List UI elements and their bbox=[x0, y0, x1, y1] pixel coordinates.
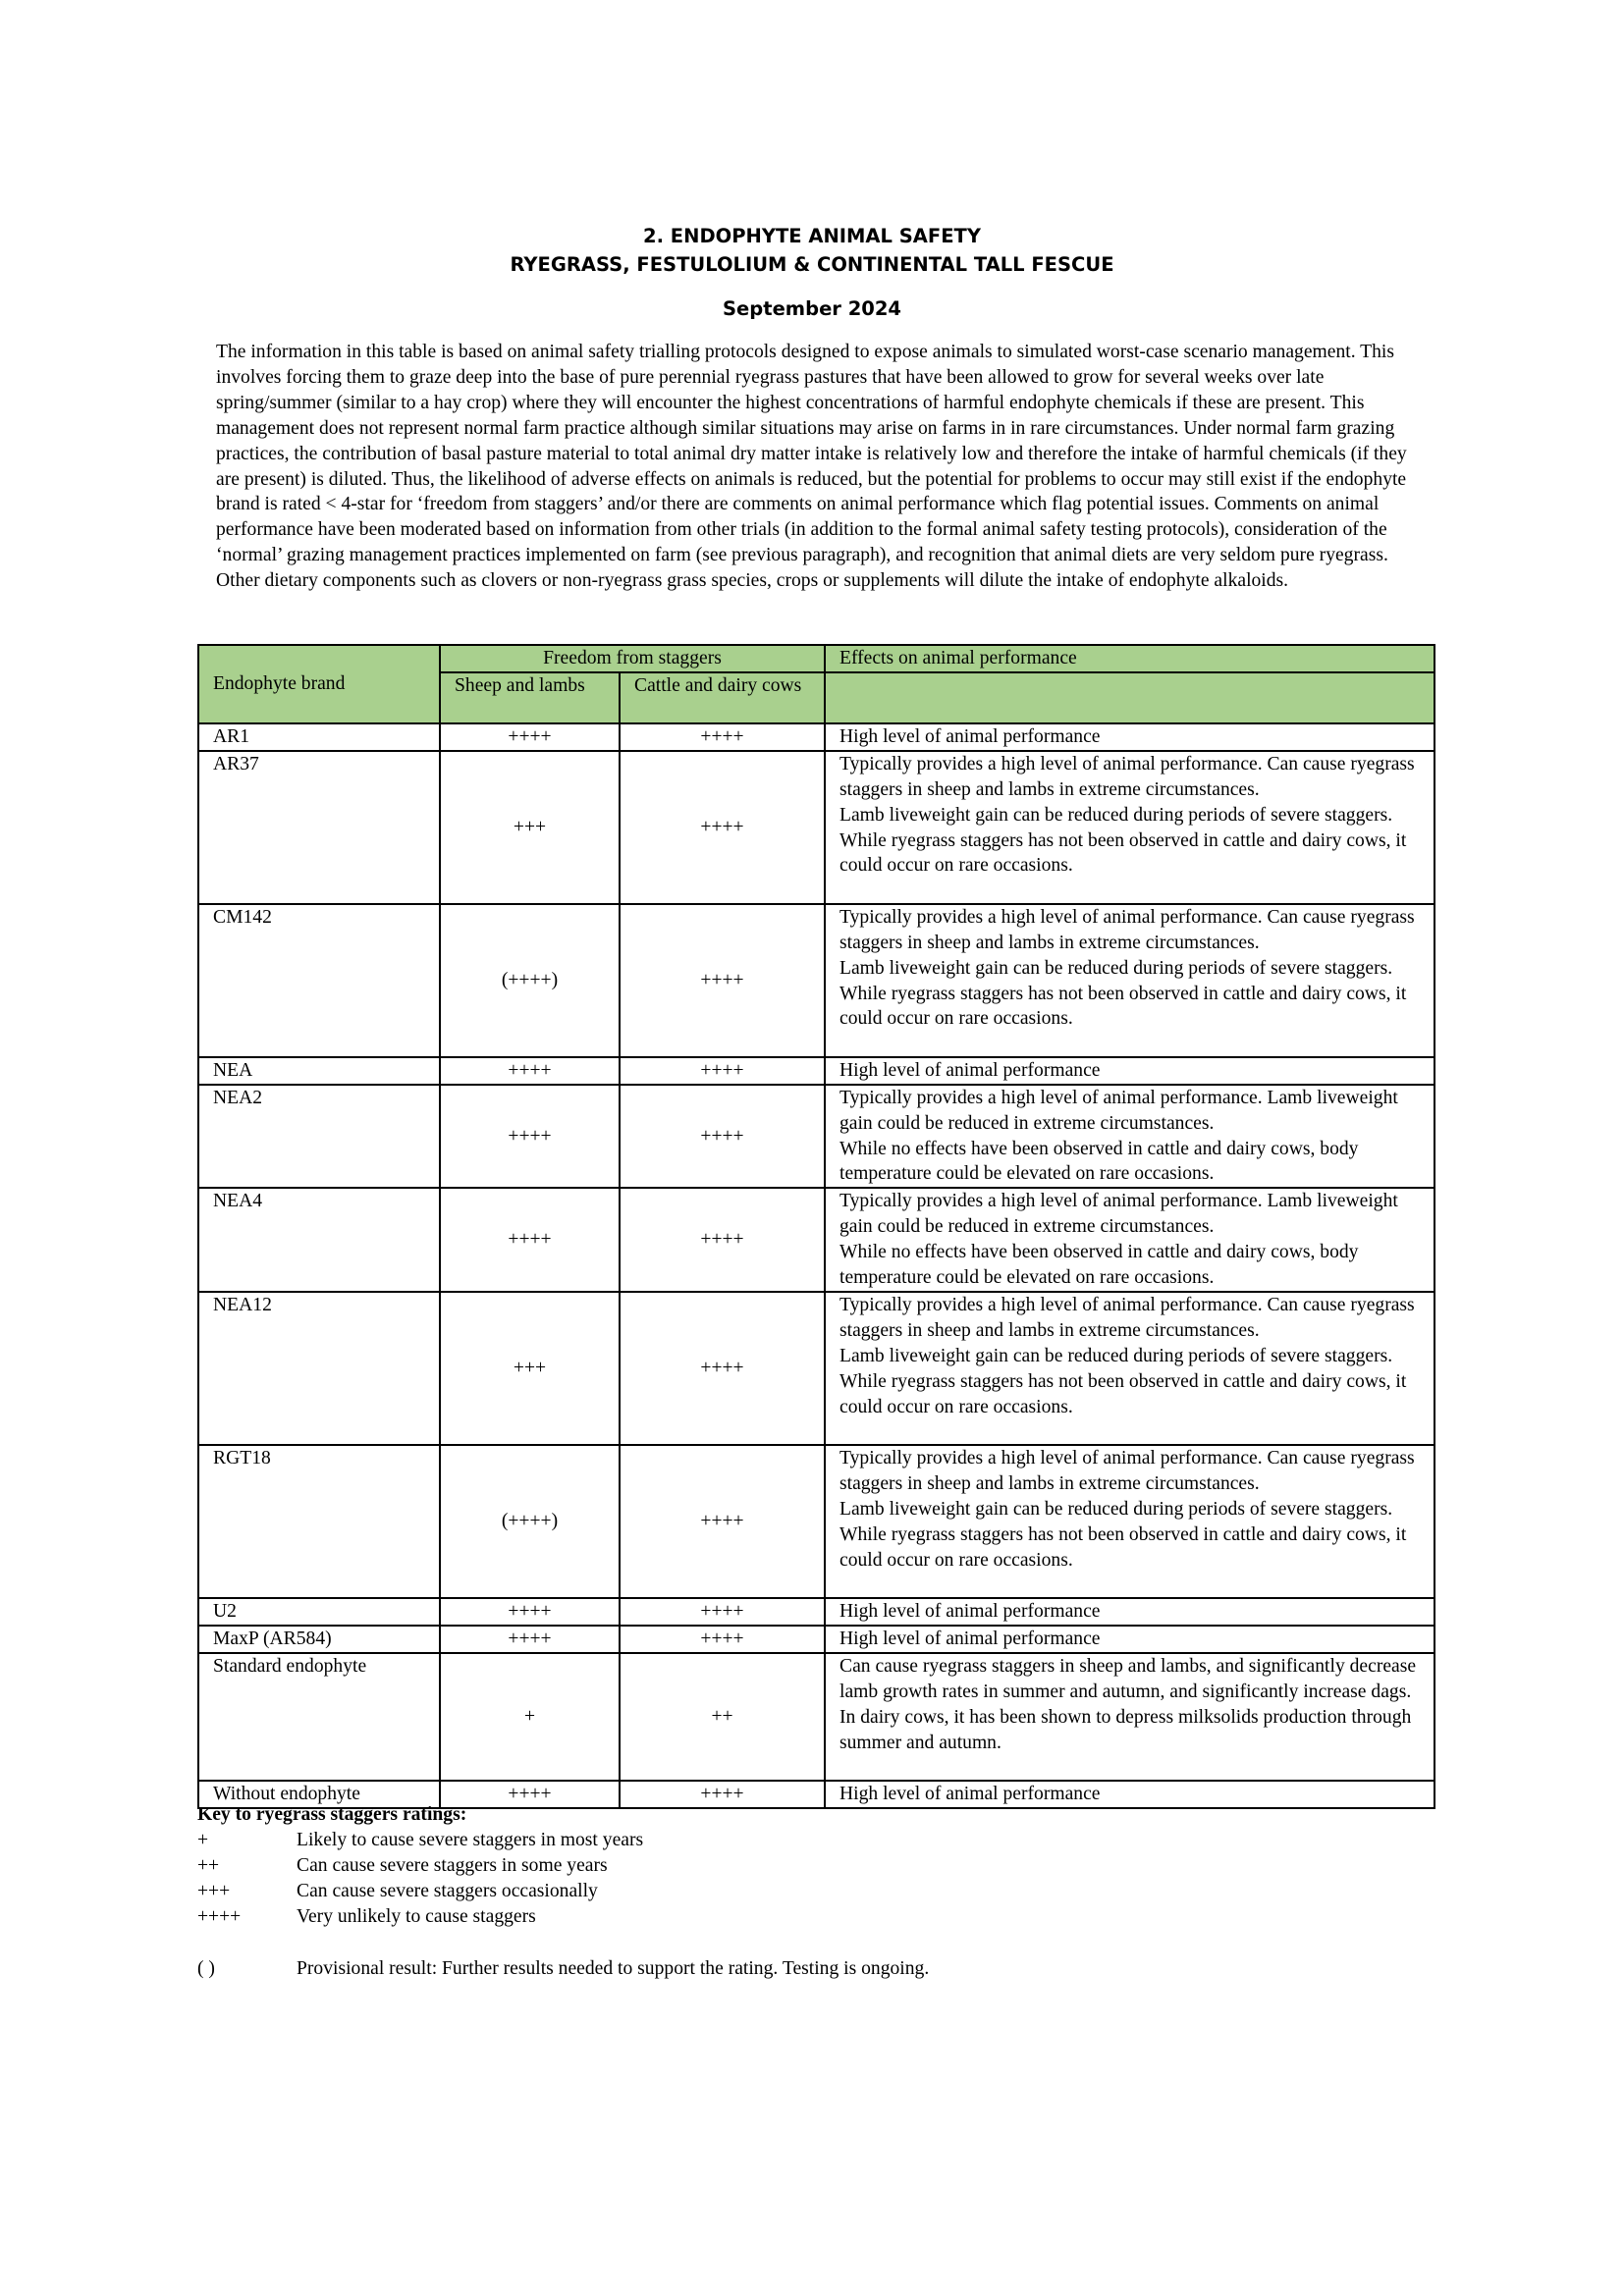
cattle-rating-cell: ++++ bbox=[620, 1626, 825, 1653]
header-freedom-from-staggers: Freedom from staggers bbox=[440, 645, 825, 672]
header-effects: Effects on animal performance bbox=[825, 645, 1435, 672]
endophyte-brand-cell: Standard endophyte bbox=[198, 1653, 440, 1781]
effects-paragraph: Lamb liveweight gain can be reduced during periods of severe staggers. bbox=[839, 1345, 1393, 1366]
sheep-rating-cell: + bbox=[440, 1653, 620, 1781]
key-item bbox=[197, 1879, 598, 1904]
key-symbol: ++++ bbox=[197, 1906, 242, 1927]
endophyte-brand-cell: U2 bbox=[198, 1598, 440, 1626]
effects-cell bbox=[825, 1445, 1435, 1598]
sheep-rating-cell: ++++ bbox=[440, 1085, 620, 1189]
key-title: Key to ryegrass staggers ratings: bbox=[197, 1804, 467, 1825]
effects-cell bbox=[825, 1626, 1435, 1653]
effects-cell bbox=[825, 1292, 1435, 1445]
header-effects-blank bbox=[825, 672, 1435, 723]
table-row bbox=[198, 1598, 1435, 1626]
endophyte-table bbox=[197, 644, 1435, 1809]
endophyte-brand-cell: AR37 bbox=[198, 751, 440, 904]
effects-paragraph: Typically provides a high level of animal performance. Can cause ryegrass staggers in sheep and lambs in extreme circumstances. bbox=[839, 906, 1415, 953]
cattle-rating-cell: ++ bbox=[620, 1653, 825, 1781]
sheep-rating-cell: +++ bbox=[440, 751, 620, 904]
table-row bbox=[198, 751, 1435, 904]
effects-cell bbox=[825, 751, 1435, 904]
effects-paragraph: Can cause ryegrass staggers in sheep and lambs, and significantly decrease lamb growth rates in summer and autumn, and significantly increase dags. bbox=[839, 1655, 1417, 1702]
effects-paragraph: While ryegrass staggers has not been observed in cattle and dairy cows, it could occur on rare occasions. bbox=[839, 983, 1407, 1030]
effects-cell bbox=[825, 1598, 1435, 1626]
key-symbol: + bbox=[197, 1830, 209, 1850]
key-symbol: ++ bbox=[197, 1855, 220, 1876]
cattle-rating-cell: ++++ bbox=[620, 1292, 825, 1445]
table-row bbox=[198, 1653, 1435, 1781]
table-row bbox=[198, 1085, 1435, 1189]
endophyte-brand-cell: RGT18 bbox=[198, 1445, 440, 1598]
sheep-rating-cell: ++++ bbox=[440, 723, 620, 751]
effects-cell bbox=[825, 1653, 1435, 1781]
key-text: Very unlikely to cause staggers bbox=[297, 1906, 536, 1927]
table-row bbox=[198, 1626, 1435, 1653]
table-row bbox=[198, 1057, 1435, 1085]
sheep-rating-cell: ++++ bbox=[440, 1781, 620, 1808]
table-row bbox=[198, 1292, 1435, 1445]
intro-paragraph: The information in this table is based on animal safety trialling protocols designed to expose animals to simulated worst-case scenario management. This involves forcing them to graze deep into the base of pure perennial ryegrass pastures that have been allowed to grow for several weeks over late spring/summer (similar to a hay crop) where they will encounter the highest concentrations of harmful endophyte chemicals if these are present. This management does not represent normal farm practice although similar situations may arise on farms in in rare circumstances. Under normal farm grazing practices, the contribution of basal pasture material to total animal dry matter intake is relatively low and therefore the intake of harmful chemicals (if they are present) is diluted. Thus, the likelihood of adverse effects on animals is reduced, but the potential for problems to occur may still exist if the endophyte brand is rated < 4-star for ‘freedom from staggers’ and/or there are comments on animal performance which flag potential issues. Comments on animal performance have been moderated based on information from other trials (in addition to the formal animal safety testing protocols), consideration of the ‘normal’ grazing management practices implemented on farm (see previous paragraph), and recognition that animal diets are very seldom pure ryegrass. Other dietary components such as clovers or non-ryegrass grass species, crops or supplements will dilute the intake of endophyte alkaloids. bbox=[216, 342, 1407, 592]
document-date: September 2024 bbox=[723, 297, 901, 320]
endophyte-brand-cell: Without endophyte bbox=[198, 1781, 440, 1808]
cattle-rating-cell: ++++ bbox=[620, 1445, 825, 1598]
effects-paragraph: In dairy cows, it has been shown to depress milksolids production through summer and autumn. bbox=[839, 1706, 1412, 1753]
effects-paragraph: Typically provides a high level of animal performance. Can cause ryegrass staggers in sheep and lambs in extreme circumstances. bbox=[839, 753, 1415, 800]
effects-cell bbox=[825, 723, 1435, 751]
sheep-rating-cell: ++++ bbox=[440, 1598, 620, 1626]
endophyte-brand-cell: CM142 bbox=[198, 904, 440, 1057]
table-row bbox=[198, 723, 1435, 751]
effects-paragraph: Typically provides a high level of animal performance. Can cause ryegrass staggers in sheep and lambs in extreme circumstances. bbox=[839, 1447, 1415, 1494]
effects-paragraph: High level of animal performance bbox=[839, 1628, 1101, 1649]
key-text: Likely to cause severe staggers in most years bbox=[297, 1830, 644, 1850]
sheep-rating-cell: +++ bbox=[440, 1292, 620, 1445]
table-header-row bbox=[198, 645, 1435, 672]
cattle-rating-cell: ++++ bbox=[620, 723, 825, 751]
effects-paragraph: While ryegrass staggers has not been observed in cattle and dairy cows, it could occur on rare occasions. bbox=[839, 1523, 1407, 1571]
cattle-rating-cell: ++++ bbox=[620, 1057, 825, 1085]
key-text: Provisional result: Further results needed to support the rating. Testing is ongoing. bbox=[297, 1958, 930, 1979]
effects-paragraph: Typically provides a high level of animal performance. Lamb liveweight gain could be reduced in extreme circumstances. bbox=[839, 1087, 1398, 1134]
key-item bbox=[197, 1853, 608, 1879]
sheep-rating-cell: (++++) bbox=[440, 904, 620, 1057]
section-subtitle: RYEGRASS, FESTULOLIUM & CONTINENTAL TALL FESCUE bbox=[510, 253, 1114, 276]
key-item bbox=[197, 1828, 643, 1853]
key-item bbox=[197, 1904, 536, 1930]
effects-paragraph: While no effects have been observed in cattle and dairy cows, body temperature could be elevated on rare occasions. bbox=[839, 1242, 1359, 1289]
sheep-rating-cell: ++++ bbox=[440, 1188, 620, 1292]
effects-paragraph: High level of animal performance bbox=[839, 1783, 1101, 1804]
header-sheep-and-lambs: Sheep and lambs bbox=[440, 672, 620, 723]
effects-paragraph: High level of animal performance bbox=[839, 725, 1101, 747]
section-title: 2. ENDOPHYTE ANIMAL SAFETY bbox=[643, 225, 981, 247]
endophyte-brand-cell: MaxP (AR584) bbox=[198, 1626, 440, 1653]
effects-paragraph: While no effects have been observed in cattle and dairy cows, body temperature could be elevated on rare occasions. bbox=[839, 1138, 1359, 1185]
effects-cell bbox=[825, 1781, 1435, 1808]
key-symbol: ( ) bbox=[197, 1958, 215, 1979]
effects-cell bbox=[825, 1057, 1435, 1085]
endophyte-brand-cell: NEA4 bbox=[198, 1188, 440, 1292]
endophyte-brand-cell: NEA bbox=[198, 1057, 440, 1085]
header-endophyte-brand: Endophyte brand bbox=[198, 645, 440, 723]
cattle-rating-cell: ++++ bbox=[620, 1598, 825, 1626]
effects-cell bbox=[825, 1085, 1435, 1189]
table-row bbox=[198, 1188, 1435, 1292]
effects-paragraph: While ryegrass staggers has not been observed in cattle and dairy cows, it could occur on rare occasions. bbox=[839, 829, 1407, 877]
endophyte-brand-cell: AR1 bbox=[198, 723, 440, 751]
key-symbol: +++ bbox=[197, 1881, 231, 1901]
table-row bbox=[198, 1445, 1435, 1598]
endophyte-brand-cell: NEA12 bbox=[198, 1292, 440, 1445]
sheep-rating-cell: ++++ bbox=[440, 1057, 620, 1085]
effects-cell bbox=[825, 1188, 1435, 1292]
sheep-rating-cell: (++++) bbox=[440, 1445, 620, 1598]
cattle-rating-cell: ++++ bbox=[620, 1781, 825, 1808]
key-text: Can cause severe staggers in some years bbox=[297, 1855, 608, 1876]
effects-cell bbox=[825, 904, 1435, 1057]
cattle-rating-cell: ++++ bbox=[620, 1188, 825, 1292]
effects-paragraph: High level of animal performance bbox=[839, 1059, 1101, 1081]
effects-paragraph: Lamb liveweight gain can be reduced during periods of severe staggers. bbox=[839, 957, 1393, 979]
effects-paragraph: Lamb liveweight gain can be reduced during periods of severe staggers. bbox=[839, 804, 1393, 826]
cattle-rating-cell: ++++ bbox=[620, 904, 825, 1057]
key-provisional bbox=[197, 1956, 929, 1982]
effects-paragraph: Typically provides a high level of animal performance. Lamb liveweight gain could be reduced in extreme circumstances. bbox=[839, 1191, 1398, 1238]
key-text: Can cause severe staggers occasionally bbox=[297, 1881, 598, 1901]
cattle-rating-cell: ++++ bbox=[620, 1085, 825, 1189]
header-cattle-and-dairy-cows: Cattle and dairy cows bbox=[620, 672, 825, 723]
table-row bbox=[198, 904, 1435, 1057]
effects-paragraph: Typically provides a high level of animal performance. Can cause ryegrass staggers in sheep and lambs in extreme circumstances. bbox=[839, 1294, 1415, 1341]
effects-paragraph: While ryegrass staggers has not been observed in cattle and dairy cows, it could occur on rare occasions. bbox=[839, 1370, 1407, 1417]
effects-paragraph: High level of animal performance bbox=[839, 1600, 1101, 1622]
effects-paragraph: Lamb liveweight gain can be reduced during periods of severe staggers. bbox=[839, 1498, 1393, 1520]
endophyte-brand-cell: NEA2 bbox=[198, 1085, 440, 1189]
cattle-rating-cell: ++++ bbox=[620, 751, 825, 904]
sheep-rating-cell: ++++ bbox=[440, 1626, 620, 1653]
